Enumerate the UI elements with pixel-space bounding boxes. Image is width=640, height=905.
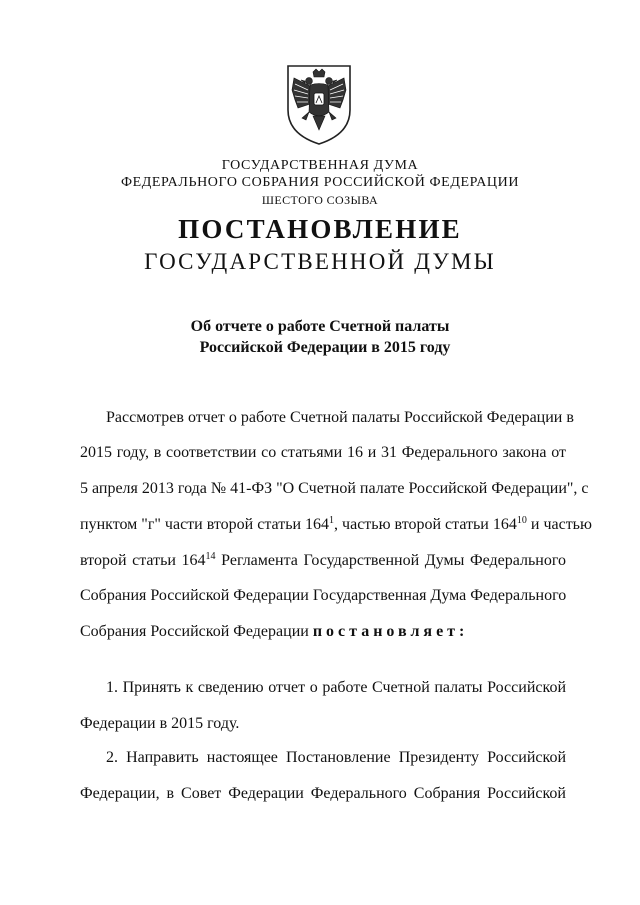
- item-1-line-1: 1. Принять к сведению отчет о работе Счетной палаты Российской: [106, 679, 566, 696]
- superscript: 1: [329, 515, 335, 526]
- document-type-title: ПОСТАНОВЛЕНИЕ: [178, 214, 462, 244]
- body-line: [80, 551, 566, 571]
- subject-line-1: Об отчете о работе Счетной палаты: [190, 318, 450, 335]
- body-text: второй статьи 164: [80, 552, 206, 569]
- body-text: Собрания Российской Федерации: [80, 623, 313, 640]
- body-text: и частью: [526, 516, 592, 533]
- state-emblem-icon: [280, 60, 358, 146]
- body-line: Рассмотрев отчет о работе Счетной палаты Российской Федерации в: [106, 409, 574, 426]
- body-line: 5 апреля 2013 года № 41-ФЗ "О Счетной палате Российской Федерации", с: [80, 480, 589, 497]
- body-line: [80, 622, 566, 642]
- superscript: 10: [516, 515, 527, 526]
- body-line: Собрания Российской Федерации Государственная Дума Федерального: [80, 587, 567, 604]
- body-text: пунктом "г" части второй статьи 164: [80, 516, 330, 533]
- item-1-line-2: Федерации в 2015 году.: [80, 715, 240, 732]
- item-2-line-1: 2. Направить настоящее Постановление Президенту Российской: [106, 749, 566, 766]
- org-name-line-2: ФЕДЕРАЛЬНОГО СОБРАНИЯ РОССИЙСКОЙ ФЕДЕРАЦИИ: [120, 175, 520, 190]
- resolution-verb: постановляет:: [312, 623, 469, 640]
- item-2-line-2: Федерации, в Совет Федерации Федерального Собрания Российской: [80, 785, 566, 802]
- body-line: [80, 515, 592, 535]
- org-name-line-1: ГОСУДАРСТВЕННАЯ ДУМА: [221, 158, 419, 173]
- body-text: , частью второй статьи 164: [334, 516, 517, 533]
- superscript: 14: [205, 551, 216, 562]
- body-line: 2015 году, в соответствии со статьями 16 и 31 Федерального закона от: [80, 444, 566, 461]
- convocation-label: ШЕСТОГО СОЗЫВА: [261, 193, 379, 207]
- body-text: Регламента Государственной Думы Федерального: [215, 552, 566, 569]
- subject-line-2: Российской Федерации в 2015 году: [199, 339, 451, 356]
- document-issuer: ГОСУДАРСТВЕННОЙ ДУМЫ: [144, 249, 496, 274]
